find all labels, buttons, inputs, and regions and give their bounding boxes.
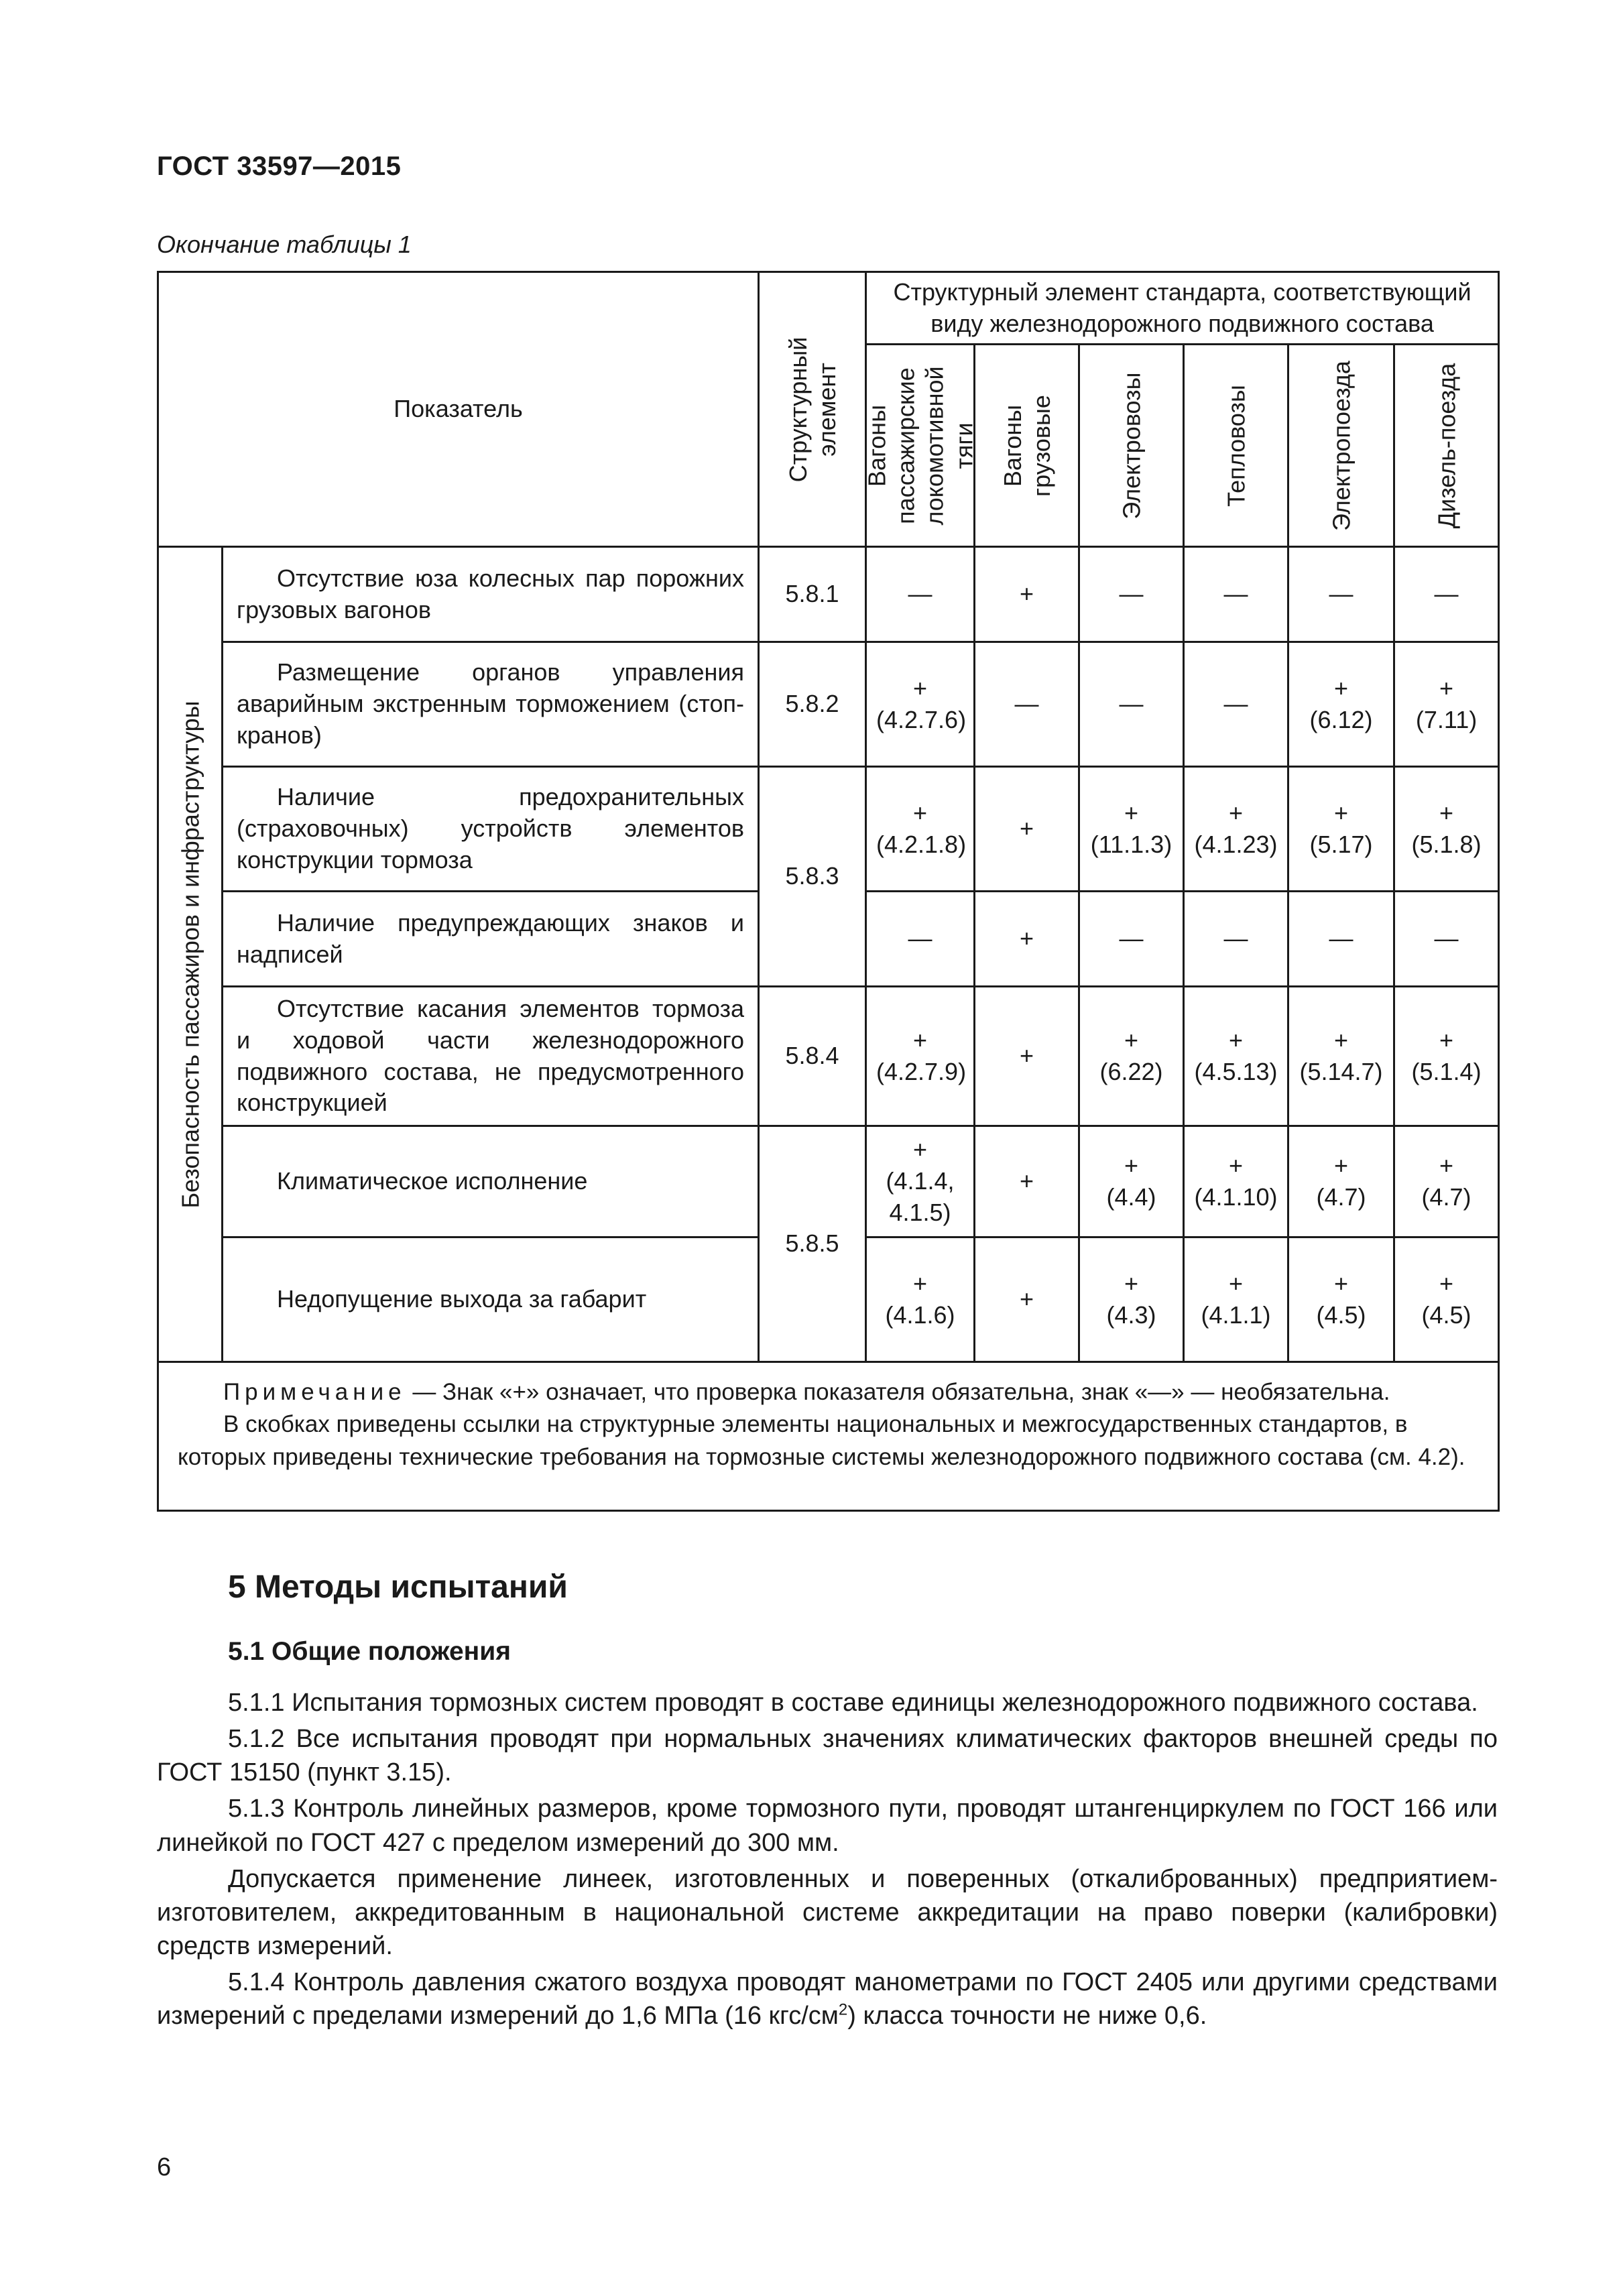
value-cell: + <box>975 1126 1079 1237</box>
value-cell: + (4.1.6) <box>866 1237 975 1362</box>
value-cell: + (4.5) <box>1288 1237 1394 1362</box>
value-cell: — <box>1288 547 1394 642</box>
paragraph: 5.1.1 Испытания тормозных систем проводят в составе единицы железнодорожного подвижного состава. <box>228 1689 1478 1717</box>
element-cell: 5.8.5 <box>759 1126 866 1362</box>
element-cell: 5.8.1 <box>759 547 866 642</box>
value-cell: + <box>975 987 1079 1126</box>
value-cell: — <box>1184 547 1288 642</box>
subsection-title: 5.1 Общие положения <box>228 1637 511 1666</box>
table-row <box>158 547 1499 642</box>
paragraph: 5.1.4 Контроль давления сжатого воздуха проводят манометрами по ГОСТ 2405 или другими средствами измерений с пределами измерений до 1,6 МПа (16 кгс/$см^2$) класса точности не ниже 0,6. <box>157 1968 1498 2031</box>
value-cell: + (5.17) <box>1288 767 1394 892</box>
value-cell: + (5.1.8) <box>1394 767 1499 892</box>
value-cell: — <box>1079 892 1184 987</box>
value-cell: + (4.1.23) <box>1184 767 1288 892</box>
value-cell: — <box>866 892 975 987</box>
header-type-diesel-trains: Дизель-поезда <box>1394 345 1499 547</box>
header-type-diesel-locomotives: Тепловозы <box>1184 345 1288 547</box>
value-cell: + (4.5) <box>1394 1237 1499 1362</box>
value-cell: + (4.7) <box>1394 1126 1499 1237</box>
value-cell: + (4.3) <box>1079 1237 1184 1362</box>
indicator-cell: Климатическое исполнение <box>223 1126 759 1237</box>
header-structural-element: Структурный элемент <box>759 272 866 547</box>
header-type-electric-locomotives: Электровозы <box>1079 345 1184 547</box>
value-cell: + (5.14.7) <box>1288 987 1394 1126</box>
value-cell: + (11.1.3) <box>1079 767 1184 892</box>
value-cell: + (4.1.4, 4.1.5) <box>866 1126 975 1237</box>
paragraph: 5.1.3 Контроль линейных размеров, кроме тормозного пути, проводят штангенциркулем по ГОСТ 166 или линейкой по ГОСТ 427 с пределом измерений до 300 мм. <box>157 1795 1498 1857</box>
value-cell: — <box>1184 892 1288 987</box>
section-title: 5 Методы испытаний <box>228 1569 568 1605</box>
element-cell: 5.8.2 <box>759 642 866 767</box>
header-type-passenger-cars: Вагоны пассажирские локомотивной тяги <box>866 345 975 547</box>
category-cell: Безопасность пассажиров и инфраструктуры <box>158 547 223 1362</box>
value-cell: + (6.12) <box>1288 642 1394 767</box>
value-cell: + (6.22) <box>1079 987 1184 1126</box>
value-cell: + (4.4) <box>1079 1126 1184 1237</box>
value-cell: + (5.1.4) <box>1394 987 1499 1126</box>
note-label: Примечание <box>223 1379 406 1405</box>
table-row <box>158 767 1499 892</box>
value-cell: + (4.7) <box>1288 1126 1394 1237</box>
document-id: ГОСТ 33597—2015 <box>157 152 402 181</box>
element-cell: 5.8.3 <box>759 767 866 987</box>
value-cell: + (4.2.1.8) <box>866 767 975 892</box>
page-number: 6 <box>157 2153 172 2181</box>
value-cell: + <box>975 892 1079 987</box>
value-cell: + (4.2.7.9) <box>866 987 975 1126</box>
value-cell: — <box>1184 642 1288 767</box>
value-cell: — <box>975 642 1079 767</box>
indicator-cell: Отсутствие касания элементов тормоза и ходовой части железнодорожного подвижного состава, не предусмотренного конструкцией <box>223 987 759 1126</box>
indicator-cell: Наличие предохранительных (страховочных) устройств элементов конструкции тормоза <box>223 767 759 892</box>
paragraph: Допускается применение линеек, изготовленных и поверенных (откалиброванных) предприятием-изготовителем, аккредитованным в национальной системе аккредитации на право поверки (калибровки) средств измерений. <box>157 1864 1498 1961</box>
value-cell: + <box>975 547 1079 642</box>
header-type-electric-trains: Электропоезда <box>1288 345 1394 547</box>
table-row <box>158 1126 1499 1237</box>
value-cell: + <box>975 767 1079 892</box>
note-line-1: — Знак «+» означает, что проверка показателя обязательна, знак «—» — необязательна. <box>406 1379 1390 1405</box>
table-row <box>158 642 1499 767</box>
header-type-freight-cars: Вагоны грузовые <box>975 345 1079 547</box>
value-cell: — <box>866 547 975 642</box>
table-note <box>158 1362 1499 1511</box>
value-cell: — <box>1394 892 1499 987</box>
value-cell: + (4.1.10) <box>1184 1126 1288 1237</box>
indicator-cell: Отсутствие юза колесных пар порожних грузовых вагонов <box>223 547 759 642</box>
value-cell: + (4.2.7.6) <box>866 642 975 767</box>
note-line-2: В скобках приведены ссылки на структурные элементы национальных и межгосударственных стандартов, в которых приведены технические требования на тормозные системы железнодорожного подвижного состава (см. 4.2). <box>178 1411 1465 1470</box>
requirements-table <box>157 271 1500 1512</box>
indicator-cell: Наличие предупреждающих знаков и надписей <box>223 892 759 987</box>
table-caption: Окончание таблицы 1 <box>157 231 412 258</box>
paragraph: 5.1.2 Все испытания проводят при нормальных значениях климатических факторов внешней среды по ГОСТ 15150 (пункт 3.15). <box>157 1725 1498 1787</box>
element-cell: 5.8.4 <box>759 987 866 1126</box>
value-cell: + <box>975 1237 1079 1362</box>
value-cell: + (7.11) <box>1394 642 1499 767</box>
indicator-cell: Недопущение выхода за габарит <box>223 1237 759 1362</box>
table-row <box>158 987 1499 1126</box>
header-group: Структурный элемент стандарта, соответствующий виду железнодорожного подвижного состава <box>866 272 1499 345</box>
value-cell: + (4.1.1) <box>1184 1237 1288 1362</box>
body-text <box>157 1686 1498 2036</box>
header-indicator: Показатель <box>158 272 759 547</box>
value-cell: + (4.5.13) <box>1184 987 1288 1126</box>
value-cell: — <box>1079 547 1184 642</box>
value-cell: — <box>1394 547 1499 642</box>
indicator-cell: Размещение органов управления аварийным экстренным торможением (стоп-кранов) <box>223 642 759 767</box>
value-cell: — <box>1288 892 1394 987</box>
value-cell: — <box>1079 642 1184 767</box>
